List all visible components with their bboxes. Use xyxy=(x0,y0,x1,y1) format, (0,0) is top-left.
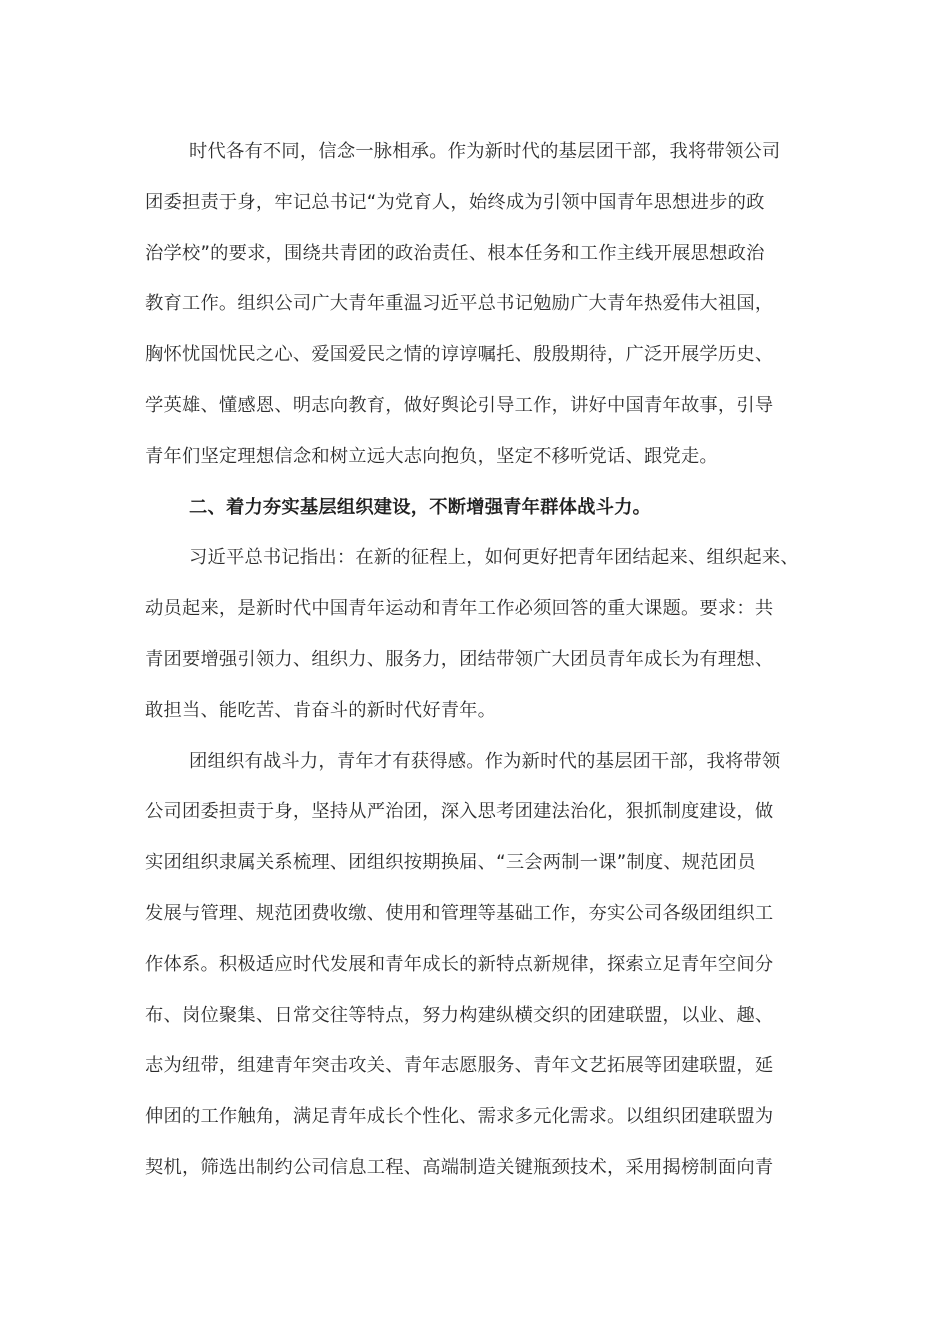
text-line: 志为纽带，组建青年突击攻关、青年志愿服务、青年文艺拓展等团建联盟，延 xyxy=(145,1055,774,1077)
text-line: 伸团的工作触角，满足青年成长个性化、需求多元化需求。以组织团建联盟为 xyxy=(145,1106,774,1128)
text-line: 作体系。积极适应时代发展和青年成长的新特点新规律，探索立足青年空间分 xyxy=(145,953,774,975)
text-line: 习近平总书记指出：在新的征程上，如何更好把青年团结起来、组织起来、 xyxy=(189,547,799,569)
text-line: 契机，筛选出制约公司信息工程、高端制造关键瓶颈技术，采用揭榜制面向青 xyxy=(145,1156,774,1178)
text-line: 团组织有战斗力，青年才有获得感。作为新时代的基层团干部，我将带领 xyxy=(189,750,781,772)
text-line: 青团要增强引领力、组织力、服务力，团结带领广大团员青年成长为有理想、 xyxy=(145,648,774,670)
text-line: 布、岗位聚集、日常交往等特点，努力构建纵横交织的团建联盟，以业、趣、 xyxy=(145,1004,774,1026)
text-line: 青年们坚定理想信念和树立远大志向抱负，坚定不移听党话、跟党走。 xyxy=(145,445,718,467)
text-line: 团委担责于身，牢记总书记“为党育人，始终成为引领中国青年思想进步的政 xyxy=(145,191,765,213)
text-line: 治学校”的要求，围绕共青团的政治责任、根本任务和工作主线开展思想政治 xyxy=(145,242,765,264)
text-line: 公司团委担责于身，坚持从严治团，深入思考团建法治化，狠抓制度建设，做 xyxy=(145,801,774,823)
text-line: 实团组织隶属关系梳理、团组织按期换届、“三会两制一课”制度、规范团员 xyxy=(145,852,756,874)
text-line: 动员起来，是新时代中国青年运动和青年工作必须回答的重大课题。要求：共 xyxy=(145,598,774,620)
text-line: 学英雄、懂感恩、明志向教育，做好舆论引导工作，讲好中国青年故事，引导 xyxy=(145,394,774,416)
text-line: 教育工作。组织公司广大青年重温习近平总书记勉励广大青年热爱伟大祖国， xyxy=(145,293,774,315)
text-line: 发展与管理、规范团费收缴、使用和管理等基础工作，夯实公司各级团组织工 xyxy=(145,902,774,924)
text-line: 时代各有不同，信念一脉相承。作为新时代的基层团干部，我将带领公司 xyxy=(189,141,781,162)
text-line: 敢担当、能吃苦、肯奋斗的新时代好青年。 xyxy=(145,699,497,721)
text-line: 胸怀忧国忧民之心、爱国爱民之情的谆谆嘱托、殷殷期待，广泛开展学历史、 xyxy=(145,344,774,366)
section-heading: 二、着力夯实基层组织建设，不断增强青年群体战斗力。 xyxy=(189,496,652,518)
document-body xyxy=(145,134,810,1201)
